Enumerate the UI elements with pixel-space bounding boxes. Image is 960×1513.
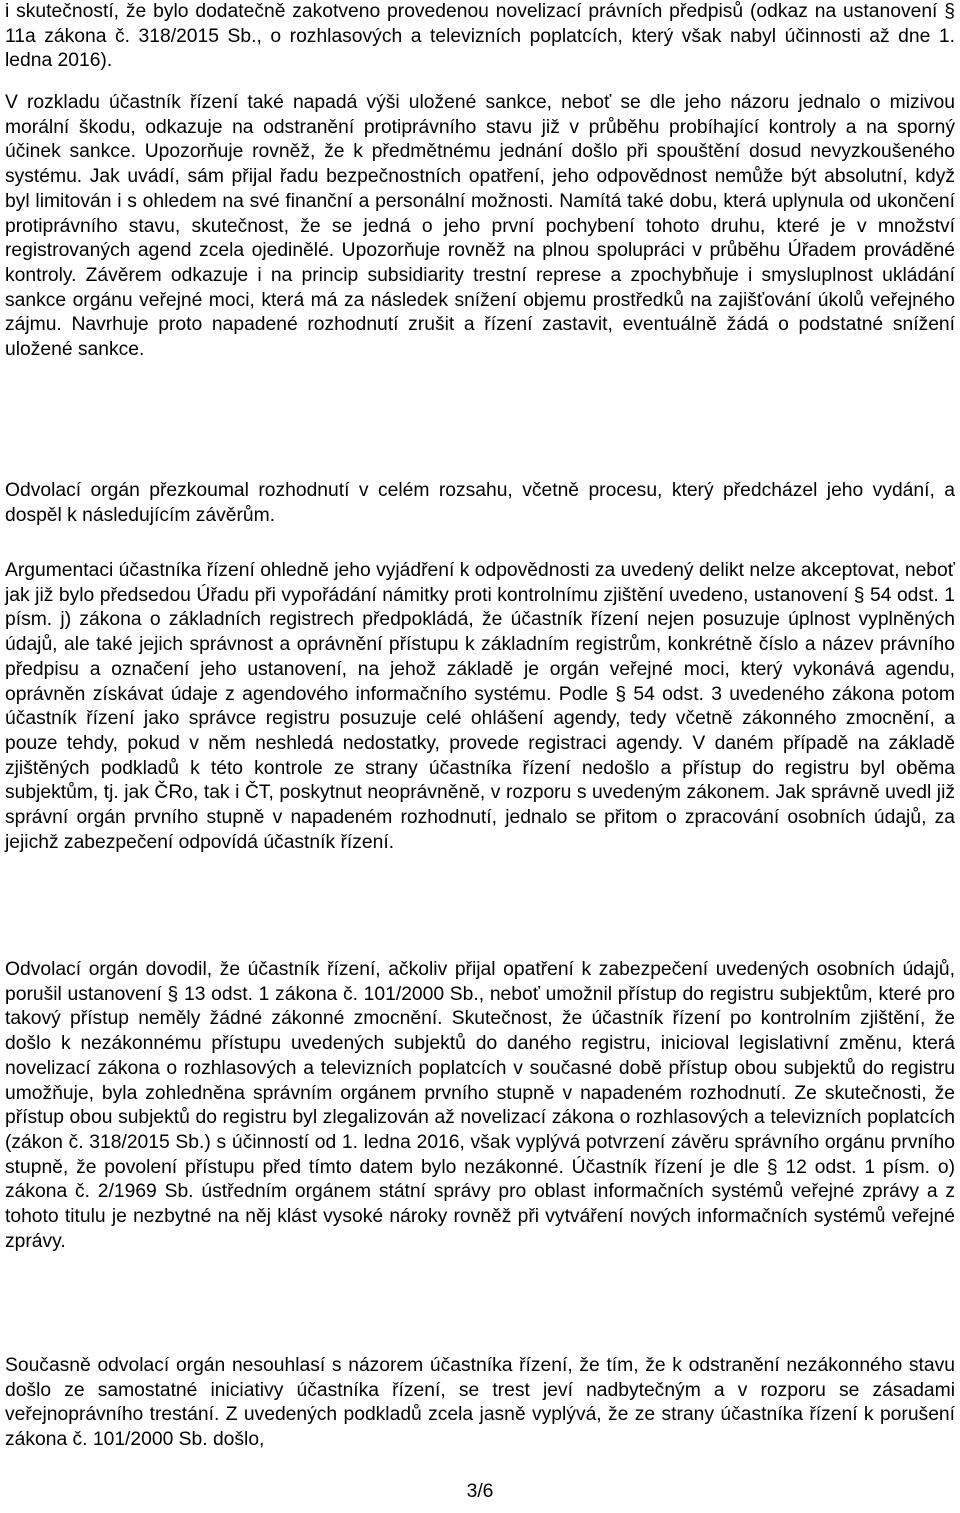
page-number: 3/6	[466, 1481, 494, 1502]
paragraph-3: Odvolací orgán přezkoumal rozhodnutí v celém rozsahu, včetně procesu, který předcházel jeho vydání, a dospěl k následujícím závěrům.	[5, 480, 955, 526]
paragraph-5: Odvolací orgán dovodil, že účastník řízení, ačkoliv přijal opatření k zabezpečení uvedených osobních údajů, porušil ustanovení § 13 odst. 1 zákona č. 101/2000 Sb., neboť umožnil přístup do registru subjektům, které pro takový přístup neměly žádné zákonné zmocnění. Skutečnost, že účastník řízení po kontrolním zjištění, že došlo k nezákonnému přístupu uvedených subjektů do daného registru, inicioval legislativní změnu, která novelizací zákona o rozhlasových a televizních poplatcích v současné době přístup obou subjektů do registru umožňuje, byla zohledněna správním orgánem prvního stupně v napadeném rozhodnutí. Ze skutečnosti, že přístup obou subjektů do registru byl zlegalizován až novelizací zákona o rozhlasových a televizních poplatcích (zákon č. 318/2015 Sb.) s účinností od 1. ledna 2016, však vyplývá potvrzení závěru správního orgánu prvního stupně, že povolení přístupu před tímto datem bylo nezákonné. Účastník řízení je dle § 12 odst. 1 písm. o) zákona č. 2/1969 Sb. ústředním orgánem státní správy pro oblast informačních systémů veřejné zprávy a z tohoto titulu je nezbytné na něj klást vysoké nároky rovněž při vytváření nových informačních systémů veřejné zprávy.	[5, 959, 955, 1252]
paragraph-4: Argumentaci účastníka řízení ohledně jeho vyjádření k odpovědnosti za uvedený delikt nelze akceptovat, neboť jak již bylo předsedou Úřadu při vypořádání námitky proti kontrolnímu zjištění uvedeno, ustanovení § 54 odst. 1 písm. j) zákona o základních registrech předpokládá, že účastník řízení nejen posuzuje úplnost vyplněných údajů, ale také jejich správnost a oprávnění přístupu k základním registrům, konkrétně číslo a název právního předpisu a označení jeho ustanovení, na jehož základě je orgán veřejné moci, který vykonává agendu, oprávněn získávat údaje z agendového informačního systému. Podle § 54 odst. 3 uvedeného zákona potom účastník řízení jako správce registru posuzuje celé ohlášení agendy, tedy včetně zákonného zmocnění, a pouze tehdy, pokud v něm neshledá nedostatky, provede registraci agendy. V daném případě na základě zjištěných podkladů k této kontrole ze strany účastníka řízení nedošlo a přístup do registru byl oběma subjektům, tj. jak ČRo, tak i ČT, poskytnut neoprávněně, v rozporu s uvedeným zákonem. Jak správně uvedl již správní orgán prvního stupně v napadeném rozhodnutí, jednalo se přitom o zpracování osobních údajů, za jejichž zabezpečení odpovídá účastník řízení.	[5, 560, 955, 853]
paragraph-1: i skutečností, že bylo dodatečně zakotveno provedenou novelizací právních předpisů (odkaz na ustanovení § 11a zákona č. 318/2015 Sb., o rozhlasových a televizních poplatcích, který však nabyl účinnosti až dne 1. ledna 2016).	[5, 1, 955, 72]
paragraph-2: V rozkladu účastník řízení také napadá výši uložené sankce, neboť se dle jeho názoru jednalo o mizivou morální škodu, odkazuje na odstranění protiprávního stavu již v průběhu probíhající kontroly a na sporný účinek sankce. Upozorňuje rovněž, že k předmětnému jednání došlo při spouštění dosud nevyzkoušeného systému. Jak uvádí, sám přijal řadu bezpečnostních opatření, jeho odpovědnost nemůže být absolutní, když byl limitován i s ohledem na své finanční a personální možnosti. Namítá také dobu, která uplynula od ukončení protiprávního stavu, skutečnost, že se jedná o jeho první pochybení tohoto druhu, které je v množství registrovaných agend zcela ojedinělé. Upozorňuje rovněž na plnou spolupráci v průběhu Úřadem prováděné kontroly. Závěrem odkazuje i na princip subsidiarity trestní represe a zpochybňuje i smysluplnost ukládání sankce orgánu veřejné moci, která má za následek snížení objemu prostředků na zajišťování úkolů veřejného zájmu. Navrhuje proto napadené rozhodnutí zrušit a řízení zastavit, eventuálně žádá o podstatné snížení uložené sankce.	[5, 92, 955, 361]
paragraph-6: Současně odvolací orgán nesouhlasí s názorem účastníka řízení, že tím, že k odstranění nezákonného stavu došlo ze samostatné iniciativy účastníka řízení, se trest jeví nadbytečným a v rozporu se zásadami veřejnoprávního trestání. Z uvedených podkladů zcela jasně vyplývá, že ze strany účastníka řízení k porušení zákona č. 101/2000 Sb. došlo,	[5, 1355, 955, 1451]
